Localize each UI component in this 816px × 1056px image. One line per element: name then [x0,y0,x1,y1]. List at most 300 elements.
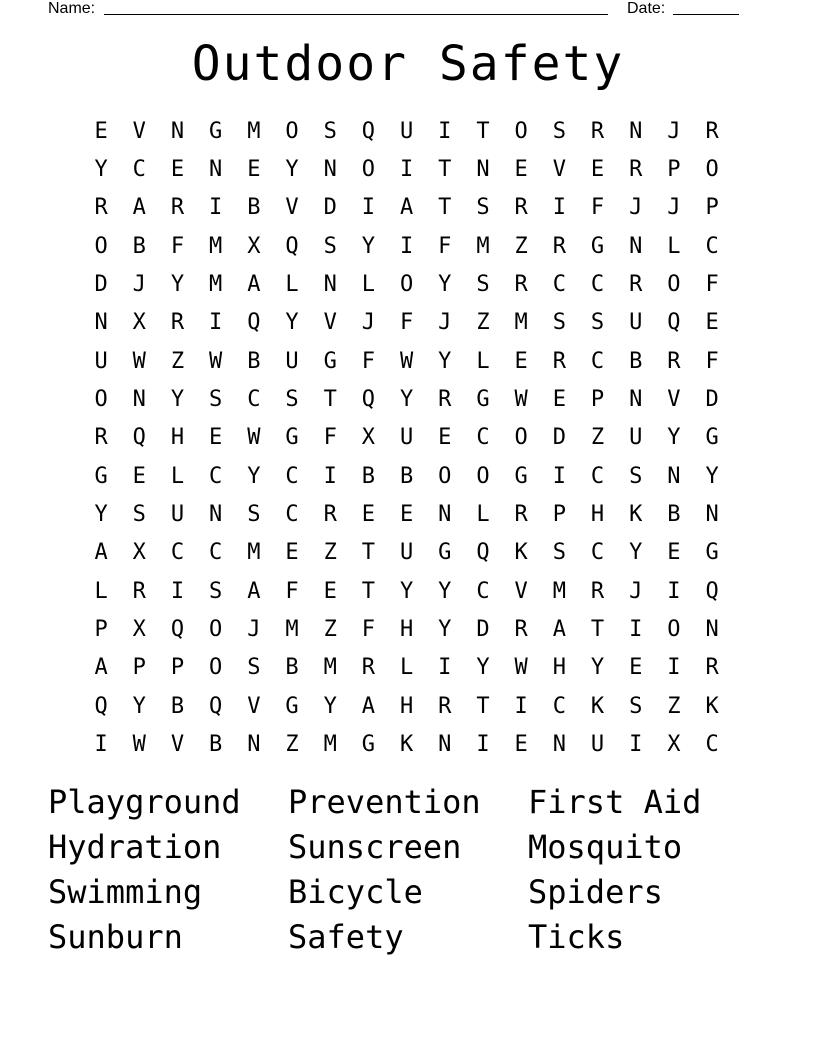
grid-letter: C [132,157,146,183]
grid-letter: R [514,272,528,298]
name-label: Name: [48,0,96,17]
grid-letter: N [132,387,146,413]
grid-letter: N [247,732,261,758]
grid-letter: U [94,348,108,374]
grid-letter: R [438,693,452,719]
grid-letter: U [629,425,643,451]
grid-letter: F [590,195,605,221]
grid-letter: J [629,195,643,221]
grid-letter: X [667,732,681,758]
grid-letter: A [247,578,261,604]
grid-letter: E [514,157,528,183]
grid-letter: M [247,118,261,144]
grid-letter: B [285,655,299,681]
grid-letter: T [590,617,605,643]
word-list-item: Mosquito [528,828,683,866]
grid-letter: I [438,655,452,681]
grid-letter: H [590,502,605,528]
grid-letter: B [170,693,185,719]
grid-letter: C [247,387,261,413]
grid-letter: C [552,272,566,298]
grid-letter: J [667,118,681,144]
grid-letter: P [590,387,605,413]
grid-letter: X [132,310,146,336]
grid-letter: E [514,348,528,374]
grid-letter: C [209,540,223,566]
grid-letter: Y [132,693,146,719]
grid-letter: Y [438,348,452,374]
grid-letter: V [170,732,185,758]
grid-letter: L [476,502,490,528]
grid-letter: I [629,617,643,643]
grid-letter: E [399,502,414,528]
grid-letter: T [438,195,452,221]
grid-letter: V [247,693,261,719]
grid-letter: Z [170,348,185,374]
grid-letter: O [476,463,490,489]
grid-letter: R [552,233,566,259]
word-list [48,780,768,960]
grid-letter: F [170,233,185,259]
word-list-item: Sunburn [48,918,183,956]
grid-letter: F [705,348,719,374]
grid-letter: K [399,732,414,758]
grid-letter: N [667,463,681,489]
page-title: Outdoor Safety [191,36,625,92]
grid-letter: W [132,732,146,758]
grid-letter: F [361,348,376,374]
grid-letter: N [438,502,452,528]
grid-letter: R [705,655,719,681]
grid-letter: H [399,693,414,719]
grid-letter: C [590,348,605,374]
grid-letter: A [399,195,414,221]
grid-letter: W [132,348,146,374]
grid-letter: I [94,732,108,758]
grid-letter: M [209,233,223,259]
grid-letter: F [438,233,452,259]
grid-letter: Y [629,540,643,566]
grid-letter: V [323,310,337,336]
grid-letter: R [323,502,337,528]
grid-letter: G [209,118,223,144]
grid-letter: A [94,540,108,566]
grid-letter: H [552,655,566,681]
grid-letter: O [94,387,108,413]
grid-letter: O [94,233,108,259]
grid-letter: M [323,732,337,758]
grid-letter: E [667,540,681,566]
grid-letter: K [705,693,719,719]
grid-letter: D [323,195,337,221]
grid-letter: O [361,157,376,183]
grid-letter: P [552,502,566,528]
grid-letter: V [667,387,681,413]
grid-letter: T [361,540,376,566]
grid-letter: O [399,272,414,298]
grid-letter: B [361,463,376,489]
grid-letter: Y [247,463,261,489]
grid-letter: U [170,502,185,528]
grid-letter: S [285,387,299,413]
grid-letter: E [705,310,719,336]
grid-letter: S [552,310,566,336]
grid-letter: O [667,617,681,643]
grid-letter: W [399,348,414,374]
grid-letter: L [399,655,414,681]
grid-letter: Q [476,540,490,566]
grid-letter: R [667,348,681,374]
grid-letter: Y [361,233,376,259]
grid-letter: T [323,387,337,413]
grid-letter: L [667,233,681,259]
word-list-item: Safety [288,918,404,956]
grid-letter: J [667,195,681,221]
grid-letter: I [667,655,681,681]
grid-letter: N [476,157,490,183]
grid-letter: S [552,540,566,566]
name-blank-line [104,14,608,15]
grid-letter: W [514,655,528,681]
word-list-item: Bicycle [288,873,423,911]
grid-letter: I [476,732,490,758]
grid-letter: H [399,617,414,643]
grid-letter: K [514,540,528,566]
grid-letter: R [629,272,643,298]
grid-letter: T [361,578,376,604]
grid-letter: L [361,272,376,298]
grid-letter: I [399,157,414,183]
grid-letter: Q [361,118,376,144]
grid-letter: I [170,578,185,604]
grid-letter: D [476,617,490,643]
grid-letter: N [705,502,719,528]
grid-letter: E [132,463,146,489]
grid-letter: C [285,502,299,528]
grid-letter: W [247,425,261,451]
grid-letter: B [209,732,223,758]
grid-letter: G [285,425,299,451]
grid-letter: D [705,387,719,413]
grid-letter: Q [361,387,376,413]
grid-letter: Y [94,157,108,183]
grid-letter: R [94,195,108,221]
grid-letter: E [209,425,223,451]
grid-letter: N [209,157,223,183]
grid-letter: F [705,272,719,298]
grid-letter: P [705,195,719,221]
grid-letter: J [438,310,452,336]
grid-letter: E [590,157,605,183]
word-list-item: Spiders [528,873,663,911]
grid-letter: G [476,387,490,413]
grid-letter: I [552,463,566,489]
grid-letter: Z [285,732,299,758]
grid-letter: R [705,118,719,144]
grid-letter: L [285,272,299,298]
grid-letter: R [552,348,566,374]
grid-letter: S [132,502,146,528]
grid-letter: R [629,157,643,183]
grid-letter: F [323,425,337,451]
grid-letter: U [399,118,414,144]
grid-letter: G [94,463,108,489]
grid-letter: B [629,348,643,374]
grid-letter: M [285,617,299,643]
grid-letter: I [438,118,452,144]
grid-letter: D [94,272,108,298]
grid-letter: R [438,387,452,413]
grid-letter: T [438,157,452,183]
grid-letter: M [209,272,223,298]
grid-letter: B [399,463,414,489]
grid-letter: C [285,463,299,489]
word-list-item: Prevention [288,783,481,821]
grid-letter: E [438,425,452,451]
grid-letter: C [170,540,185,566]
grid-letter: F [285,578,299,604]
grid-letter: S [323,118,337,144]
word-list-item: Swimming [48,873,203,911]
grid-letter: I [514,693,528,719]
grid-letter: Z [323,540,337,566]
grid-letter: C [705,233,719,259]
grid-letter: E [323,578,337,604]
grid-letter: G [705,540,719,566]
grid-letter: R [170,310,185,336]
grid-letter: A [247,272,261,298]
grid-letter: Z [323,617,337,643]
grid-letter: Q [209,693,223,719]
grid-letter: R [590,578,605,604]
grid-letter: N [629,387,643,413]
word-list-item: First Aid [528,783,702,821]
grid-letter: Y [94,502,108,528]
grid-letter: N [323,157,337,183]
grid-letter: X [361,425,376,451]
grid-letter: P [94,617,108,643]
grid-letter: R [514,502,528,528]
grid-letter: N [323,272,337,298]
grid-letter: R [514,195,528,221]
grid-letter: S [247,655,261,681]
grid-letter: U [399,425,414,451]
grid-letter: Q [285,233,299,259]
grid-letter: C [705,732,719,758]
grid-letter: J [247,617,261,643]
grid-letter: P [170,655,185,681]
grid-letter: Y [399,578,414,604]
grid-letter: C [476,578,490,604]
grid-letter: C [552,693,566,719]
grid-letter: J [629,578,643,604]
grid-letter: Y [438,617,452,643]
grid-letter: I [361,195,376,221]
grid-letter: C [590,540,605,566]
grid-letter: Z [590,425,605,451]
grid-letter: Y [438,272,452,298]
grid-letter: U [399,540,414,566]
date-blank-line [673,14,739,15]
word-list-item: Hydration [48,828,222,866]
grid-letter: M [476,233,490,259]
grid-letter: N [705,617,719,643]
grid-letter: W [209,348,223,374]
grid-letter: F [399,310,414,336]
grid-letter: G [590,233,605,259]
grid-letter: G [705,425,719,451]
grid-letter: N [438,732,452,758]
grid-letter: A [552,617,566,643]
grid-letter: R [170,195,185,221]
grid-letter: Y [590,655,605,681]
grid-letter: H [170,425,185,451]
grid-letter: C [209,463,223,489]
grid-letter: E [552,387,566,413]
grid-letter: Z [667,693,681,719]
grid-letter: I [667,578,681,604]
grid-letter: G [438,540,452,566]
word-list-item: Ticks [528,918,625,956]
grid-letter: S [476,272,490,298]
grid-letter: Y [705,463,719,489]
grid-letter: S [629,463,643,489]
grid-letter: Z [476,310,490,336]
grid-letter: P [132,655,146,681]
grid-letter: D [552,425,566,451]
grid-letter: E [94,118,108,144]
grid-letter: T [476,693,490,719]
grid-letter: J [132,272,146,298]
grid-letter: Y [438,578,452,604]
grid-letter: E [361,502,376,528]
grid-letter: B [667,502,681,528]
grid-letter: M [247,540,261,566]
grid-letter: B [247,195,261,221]
grid-letter: E [247,157,261,183]
grid-letter: M [514,310,528,336]
grid-letter: L [170,463,185,489]
grid-letter: I [552,195,566,221]
grid-letter: Y [399,387,414,413]
grid-letter: S [247,502,261,528]
grid-letter: L [94,578,108,604]
grid-letter: L [476,348,490,374]
grid-letter: N [94,310,108,336]
grid-letter: Y [170,272,185,298]
grid-letter: K [590,693,605,719]
grid-letter: E [514,732,528,758]
grid-letter: B [247,348,261,374]
grid-letter: O [209,617,223,643]
grid-letter: Z [514,233,528,259]
grid-letter: C [590,272,605,298]
grid-letter: C [590,463,605,489]
grid-letter: Q [132,425,146,451]
grid-letter: S [209,387,223,413]
grid-letter: R [514,617,528,643]
grid-letter: X [132,617,146,643]
grid-letter: V [132,118,146,144]
grid-letter: S [629,693,643,719]
grid-letter: S [552,118,566,144]
grid-letter: G [285,693,299,719]
grid-letter: E [629,655,643,681]
grid-letter: S [323,233,337,259]
grid-letter: Y [476,655,490,681]
grid-letter: O [705,157,719,183]
grid-letter: B [132,233,146,259]
grid-letter: O [209,655,223,681]
grid-letter: G [514,463,528,489]
grid-letter: R [590,118,605,144]
grid-letter: Y [285,310,299,336]
grid-letter: I [209,195,223,221]
grid-letter: U [629,310,643,336]
grid-letter: R [361,655,376,681]
grid-letter: R [94,425,108,451]
grid-letter: O [285,118,299,144]
grid-letter: Y [667,425,681,451]
date-label: Date: [627,0,666,17]
grid-letter: V [552,157,566,183]
grid-letter: S [209,578,223,604]
grid-letter: P [667,157,681,183]
grid-letter: I [323,463,337,489]
grid-letter: Y [170,387,185,413]
grid-letter: E [170,157,185,183]
grid-letter: Q [705,578,719,604]
grid-letter: G [361,732,376,758]
grid-letter: O [514,425,528,451]
grid-letter: M [552,578,566,604]
grid-letter: C [476,425,490,451]
grid-letter: Q [247,310,261,336]
grid-letter: R [132,578,146,604]
worksheet-header [0,0,816,20]
grid-letter: S [590,310,605,336]
grid-letter: E [285,540,299,566]
grid-letter: I [629,732,643,758]
word-search-grid [82,112,731,764]
grid-letter: F [361,617,376,643]
grid-letter: I [399,233,414,259]
grid-letter: K [629,502,643,528]
grid-letter: Q [94,693,108,719]
grid-letter: J [361,310,376,336]
grid-letter: Y [323,693,337,719]
grid-letter: N [629,118,643,144]
grid-letter: N [209,502,223,528]
word-list-item: Sunscreen [288,828,462,866]
grid-letter: N [629,233,643,259]
grid-letter: Q [667,310,681,336]
grid-letter: Q [170,617,185,643]
grid-letter: V [285,195,299,221]
grid-letter: M [323,655,337,681]
grid-letter: G [323,348,337,374]
grid-letter: X [247,233,261,259]
grid-letter: N [552,732,566,758]
grid-letter: A [132,195,146,221]
grid-letter: A [94,655,108,681]
grid-letter: O [514,118,528,144]
grid-letter: O [667,272,681,298]
word-list-item: Playground [48,783,241,821]
grid-letter: O [438,463,452,489]
grid-letter: A [361,693,376,719]
grid-letter: U [285,348,299,374]
